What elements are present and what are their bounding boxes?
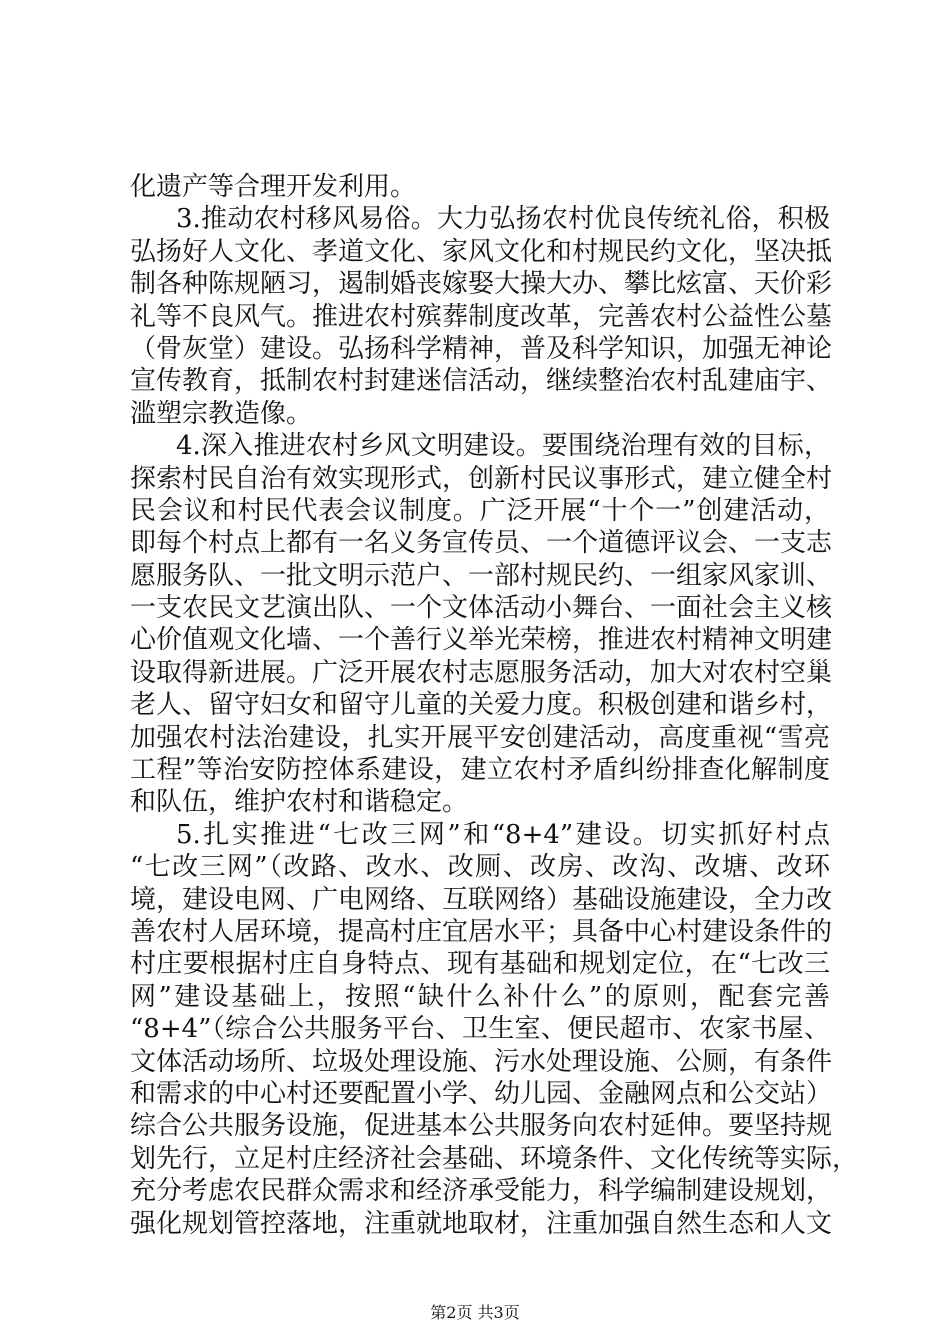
paragraph-p3 — [130, 203, 833, 430]
text-line: 加强农村法治建设，扎实开展平安创建活动，高度重视“雪亮 — [130, 722, 830, 753]
text-line: 境，建设电网、广电网络、互联网络）基础设施建设，全力改 — [130, 884, 833, 915]
text-line: 愿服务队、一批文明示范户、一部村规民约、一组家风家训、 — [130, 560, 833, 591]
text-line: “七改三网”（改路、改水、改厕、改房、改沟、改塘、改环 — [130, 852, 830, 883]
text-line: 和需求的中心村还要配置小学、幼儿园、金融网点和公交站） — [130, 1078, 833, 1109]
text-line: 划先行，立足村庄经济社会基础、环境条件、文化传统等实际， — [130, 1143, 859, 1174]
text-line: 化遗产等合理开发利用。 — [130, 172, 417, 202]
paragraph-p0 — [130, 171, 830, 203]
text-line: 充分考虑农民群众需求和经济承受能力，科学编制建设规划， — [130, 1176, 833, 1207]
page-footer: 第2页 共3页 — [430, 1303, 520, 1322]
text-line: 善农村人居环境，提高村庄宜居水平；具备中心村建设条件的 — [130, 916, 833, 947]
text-line: 民会议和村民代表会议制度。广泛开展“十个一”创建活动， — [130, 495, 830, 526]
text-line: 设取得新进展。广泛开展农村志愿服务活动，加大对农村空巢 — [130, 657, 833, 688]
text-line: 工程”等治安防控体系建设，建立农村矛盾纠纷排查化解制度 — [130, 755, 830, 786]
text-line: 制各种陈规陋习，遏制婚丧嫁娶大操大办、攀比炫富、天价彩 — [130, 269, 833, 300]
text-line: （骨灰堂）建设。弘扬科学精神，普及科学知识，加强无神论 — [130, 333, 833, 364]
paragraph-p4 — [130, 430, 833, 819]
text-line: 一支农民文艺演出队、一个文体活动小舞台、一面社会主义核 — [130, 593, 833, 624]
text-line: 4.深入推进农村乡风文明建设。要围绕治理有效的目标， — [176, 431, 830, 462]
text-line: 滥塑宗教造像。 — [130, 398, 313, 429]
text-line: 宣传教育，抵制农村封建迷信活动，继续整治农村乱建庙宇、 — [130, 366, 833, 397]
text-line: 心价值观文化墙、一个善行义举光荣榜，推进农村精神文明建 — [130, 625, 833, 656]
text-line: 探索村民自治有效实现形式，创新村民议事形式，建立健全村 — [130, 463, 833, 494]
text-line: 和队伍，维护农村和谐稳定。 — [130, 787, 469, 818]
text-line: 强化规划管控落地，注重就地取材，注重加强自然生态和人文 — [130, 1208, 833, 1239]
text-line: 文体活动场所、垃圾处理设施、污水处理设施、公厕，有条件 — [130, 1046, 833, 1077]
text-line: 5.扎实推进“七改三网”和“8+4”建设。切实抓好村点 — [176, 819, 830, 850]
document-body — [130, 171, 859, 1240]
text-line: “8+4”（综合公共服务平台、卫生室、便民超市、农家书屋、 — [130, 1014, 830, 1045]
text-line: 村庄要根据村庄自身特点、现有基础和规划定位，在“七改三 — [130, 949, 830, 980]
text-line: 网”建设基础上，按照“缺什么补什么”的原则，配套完善 — [130, 981, 830, 1012]
text-line: 综合公共服务设施，促进基本公共服务向农村延伸。要坚持规 — [130, 1111, 833, 1142]
text-line: 3.推动农村移风易俗。大力弘扬农村优良传统礼俗，积极 — [176, 204, 830, 235]
paragraph-p5 — [130, 819, 859, 1240]
text-line: 即每个村点上都有一名义务宣传员、一个道德评议会、一支志 — [130, 528, 833, 559]
text-line: 老人、留守妇女和留守儿童的关爱力度。积极创建和谐乡村， — [130, 690, 833, 721]
text-line: 弘扬好人文化、孝道文化、家风文化和村规民约文化，坚决抵 — [130, 236, 833, 267]
text-line: 礼等不良风气。推进农村殡葬制度改革，完善农村公益性公墓 — [130, 301, 833, 332]
